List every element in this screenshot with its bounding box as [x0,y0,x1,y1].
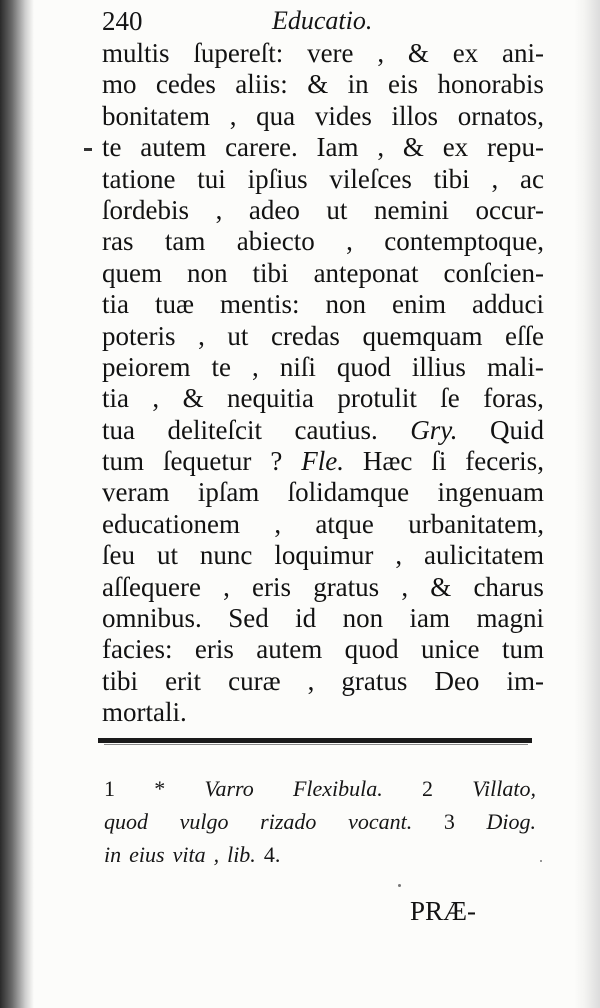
word: multis [102,38,170,68]
footnote-word: Diog. [486,809,536,834]
word: ornatos, [457,100,544,131]
text-line [102,572,544,603]
footnotes [104,772,536,871]
word: curæ [228,665,281,696]
word: Gry. [410,414,458,445]
word: , [198,320,205,351]
word: , [377,38,385,68]
text-line [102,226,544,257]
word: mentis: [220,289,300,320]
word: tia [102,383,129,414]
word: occur- [475,194,544,225]
word: nequitia [226,383,314,414]
text-line [102,603,544,634]
word: gratus [341,665,408,696]
footnote-word: eius [129,842,165,867]
word: ex [442,132,469,163]
word: urbanitatem, [408,508,544,539]
word: poteris [102,320,176,351]
word: veram [102,477,170,508]
word: anteponat [313,257,419,288]
word: te [211,351,231,382]
running-head [102,4,572,38]
gutter-shadow [0,0,34,1008]
word: ſe [440,383,460,414]
page-edge [574,0,600,1008]
word: , [274,508,282,539]
footnote-word: rizado [260,809,317,834]
word: in [347,69,369,100]
word: , [377,132,385,163]
word: magni [476,603,544,634]
footnote-word: lib. [227,842,256,867]
word: non [342,603,384,634]
word: , [346,226,353,257]
word: carere. [225,132,298,163]
text-line [102,289,544,320]
text-line [102,666,544,697]
word: id [295,603,317,634]
footnote-word: vita [172,842,206,867]
word: protulit [337,383,417,414]
footnote-word: , [213,842,220,867]
text-line [102,38,544,69]
word: ras [102,226,134,257]
text-line [102,164,544,195]
word: eſſe [505,320,544,351]
word: ac [520,163,544,194]
word: mortali. [102,697,187,728]
footnote-word: Villato, [472,776,536,801]
word: qua [256,100,296,131]
word: & [430,571,452,602]
text-line [102,697,544,728]
word: , [215,194,223,225]
word: mali- [486,351,544,382]
footnote-word: Varro [204,776,254,801]
page-number: 240 [102,6,143,36]
word: ex [452,38,479,68]
word: charus [473,571,544,602]
word: cautius. [294,414,378,445]
text-line [102,258,544,289]
word: ſordebis [102,194,189,225]
text-line [102,195,544,226]
word: atque [315,508,374,539]
word: Quid [489,414,544,445]
word: Fle. [301,446,344,477]
word: aſſequere [102,571,201,602]
paper-speck [398,884,401,887]
text-line [102,446,544,477]
footnote-word: vocant. [348,809,413,834]
word: tuæ [155,289,195,320]
word: eris [194,634,234,665]
footnote-word: Flexibula. [292,776,383,801]
word: adduci [472,289,544,320]
word: erit [165,665,202,696]
word: educationem [102,508,240,539]
word: repu- [486,132,544,163]
word: tia [102,289,129,320]
word: , [491,163,499,194]
text-line [102,509,544,540]
word: deliteſcit [167,414,262,445]
word: cedes [155,69,216,100]
word: illos [391,100,439,131]
word: vere [307,38,354,68]
text-line [102,321,544,352]
word: mo [102,69,137,100]
word: Iam [316,132,359,163]
text-line [102,477,544,508]
word: Sed [228,603,269,634]
word: & [402,132,424,163]
text-line [102,540,544,571]
word: tum [501,634,544,665]
word: , [152,383,160,414]
word: tibi [433,163,470,194]
word: facies: [102,634,173,665]
word: bonitatem [102,100,210,131]
word: ut [156,540,178,571]
catchword: PRÆ- [410,896,477,926]
word: , [223,571,230,602]
word: nemini [373,194,449,225]
word: abiecto [236,226,315,257]
word: ſupereſt: [193,38,284,68]
footnote-rule [98,738,532,743]
footnote-word: * [154,776,166,801]
word: loquimur [274,540,374,571]
word: quemquam [362,320,483,351]
word: niſi [279,351,316,382]
word: ani- [501,38,544,68]
word: ſequetur [162,446,252,477]
word: omnibus. [102,603,202,634]
footnote-line [104,838,536,871]
margin-mark [84,148,92,151]
word: , [401,571,409,602]
word: ſeu [102,540,135,571]
word: , [229,100,237,131]
word: ut [227,320,249,351]
word: vileſces [329,163,412,194]
word: Deo [434,665,480,696]
running-title: Educatio. [272,6,373,35]
word: te [102,132,122,163]
word: eris [252,571,292,602]
footnote-word: 3 [443,809,455,834]
word: aliis: [235,69,288,100]
footnote-word: quod [104,809,148,834]
text-line [102,69,544,100]
word: ingenuam [437,477,544,508]
word: quem [102,257,162,288]
word: tibi [102,665,139,696]
word: adeo [248,194,300,225]
word: ? [270,446,283,477]
word: ut [326,194,348,225]
word: iam [409,603,451,634]
text-line [102,415,544,446]
footnote-word: 1 [104,776,115,801]
word: conſcien- [443,257,544,288]
word: ſi [431,446,447,477]
word: im- [506,665,544,696]
word: ſolidamque [287,477,410,508]
word: illius [411,351,466,382]
word: ipſam [197,477,260,508]
word: contemptoque, [384,226,544,257]
word: Hæc [362,446,413,477]
word: nunc [199,540,253,571]
word: ipſius [247,163,308,194]
word: foras, [483,383,544,414]
word: peiorem [102,351,191,382]
word: gratus [313,571,380,602]
word: quod [344,634,399,665]
word: unice [421,634,480,665]
footnote-line [104,772,536,805]
footnote-rule-shadow [104,744,528,745]
footnote-word: vulgo [179,809,229,834]
word: & [182,383,204,414]
text-line [102,101,544,132]
word: credas [270,320,340,351]
footnote-word: 4. [263,842,281,867]
body-text [102,38,544,729]
word: enim [392,289,447,320]
word: aulicitatem [424,540,544,571]
word: tatione [102,163,176,194]
text-line [102,383,544,414]
word: vides [314,100,372,131]
word: , [395,540,403,571]
word: autem [256,634,323,665]
footnote-line [104,805,536,838]
word: , [252,351,259,382]
word: tibi [252,257,289,288]
word: honorabis [437,69,544,100]
word: feceris, [465,446,544,477]
footnote-word: 2 [422,776,433,801]
word: tum [102,446,145,477]
word: tam [164,226,206,257]
footnote-word: in [104,842,122,867]
word: & [307,69,329,100]
word: , [307,665,315,696]
text-line [102,352,544,383]
word: & [407,38,429,68]
word: autem [140,132,207,163]
word: tui [197,163,226,194]
word: non [325,289,367,320]
text-line [102,634,544,665]
word: tua [102,414,135,445]
text-line [102,132,544,163]
paper-speck [540,860,542,862]
word: quod [336,351,391,382]
word: eis [388,69,419,100]
word: non [187,257,228,288]
